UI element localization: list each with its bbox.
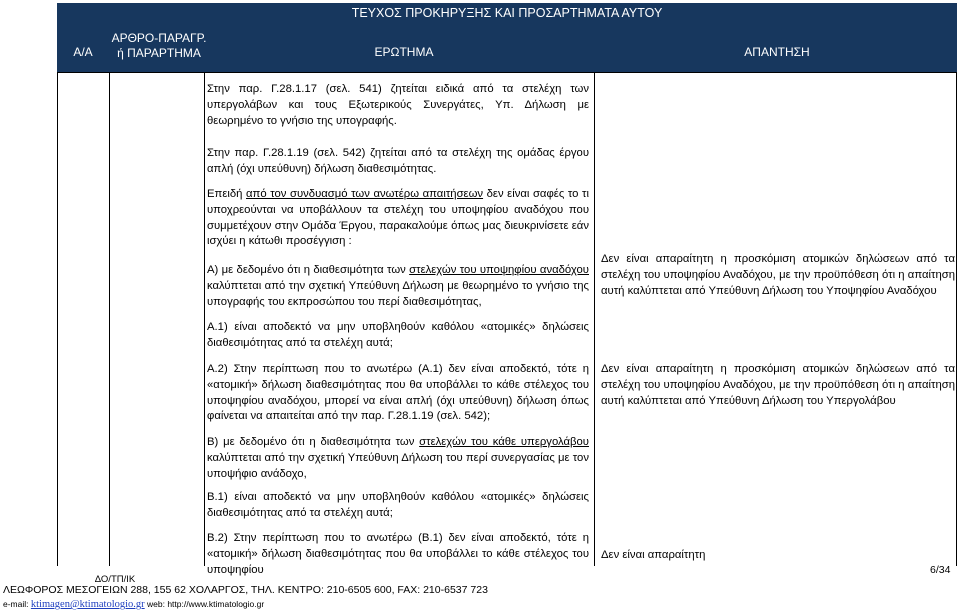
underlined-text: από τον συνδυασμό των ανωτέρω απαιτήσεων <box>246 188 484 200</box>
text-run: δεν είναι σαφές το τι υποχρεούνται να υποβάλλουν τα στελέχη του υποψηφίου αναδόχου που συμμετέχουν στην Ομάδα Έργου, παρακαλούμε όπως μας διευκρινίσετε εάν ισχύει η κάτωθι προσέγγιση : <box>207 188 589 248</box>
page-number: 6/34 <box>930 564 951 576</box>
question-paragraph: Β.1) είναι αποδεκτό να μην υποβληθούν καθόλου «ατομικές» δηλώσεις διαθεσιμότητας από τα στελέχη αυτά; <box>207 491 589 519</box>
question-paragraph: Α.2) Στην περίπτωση που το ανωτέρω (Α.1) δεν είναι αποδεκτό, τότε η «ατομική» δήλωση διαθεσιμότητας που θα υποβάλλει το κάθε στέλεχος του υποψηφίου αναδόχου, μπορεί να είναι απλή (όχι υπεύθυνη) δήλωση όπως φαίνεται να απαιτείται από την παρ. Γ.28.1.19 (σελ. 542); <box>207 363 589 423</box>
footer-department: ΔΟ/ΤΠ/ΙΚ <box>94 574 136 585</box>
email-label: e-mail: <box>3 599 31 609</box>
question-paragraph <box>207 435 589 482</box>
question-paragraph <box>207 263 589 310</box>
web-address[interactable]: web: http://www.ktimatologio.gr <box>144 599 265 609</box>
answer-paragraph: Δεν είναι απαραίτητη η προσκόμιση ατομικών δηλώσεων από τα στελέχη του υποψηφίου Αναδόχου, με την προϋπόθεση ότι η απαίτηση αυτή καλύπτεται από Υπεύθυνη Δήλωση του Υποψηφίου Αναδόχου <box>601 253 955 297</box>
table-divider <box>109 72 110 566</box>
footer-contact <box>3 599 264 610</box>
underlined-text: στελεχών του υποψηφίου αναδόχου <box>409 264 589 276</box>
answer-paragraph: Δεν είναι απαραίτητη <box>601 549 706 561</box>
question-paragraph: Στην παρ. Γ.28.1.17 (σελ. 541) ζητείται ειδικά από τα στελέχη των υπεργολάβων και τους Εξωτερικούς Συνεργάτες, Υπ. Δήλωση με θεωρημένο το γνήσιο της υπογραφής. <box>207 83 589 127</box>
question-paragraph: Α.1) είναι αποδεκτό να μην υποβληθούν καθόλου «ατομικές» δηλώσεις διαθεσιμότητας από τα στελέχη αυτά; <box>207 321 589 349</box>
table-divider <box>204 72 205 566</box>
text-run: Α) με δεδομένο ότι η διαθεσιμότητα των <box>207 264 410 276</box>
column-header-article: ΑΡΘΡΟ-ΠΑΡΑΓΡ. ή ΠΑΡΑΡΤΗΜΑ <box>111 31 207 60</box>
column-header-answer: ΑΠΑΝΤΗΣΗ <box>744 45 810 59</box>
text-run: Επειδή <box>207 188 247 200</box>
text-run: καλύπτεται από την σχετική Υπεύθυνη Δήλωση με θεωρημένο το γνήσιο της υπογραφής του εκπροσώπου του περί διαθεσιμότητας, <box>207 279 589 308</box>
question-paragraph: Β.2) Στην περίπτωση που το ανωτέρω (Β.1) δεν είναι αποδεκτό, τότε η «ατομική» δήλωση διαθεσιμότητας που θα υποβάλλει το κάθε στέλεχος του υποψηφίου <box>207 532 589 576</box>
footer-address: ΛΕΩΦΟΡΟΣ ΜΕΣΟΓΕΙΩΝ 288, 155 62 ΧΟΛΑΡΓΟΣ, ΤΗΛ. ΚΕΝΤΡΟ: 210-6505 600, FAX: 210-6537 723 <box>3 584 488 596</box>
question-paragraph: Στην παρ. Γ.28.1.19 (σελ. 542) ζητείται από τα στελέχη της ομάδας έργου απλή (όχι υπεύθυνη) δήλωση διαθεσιμότητας. <box>207 147 589 175</box>
text-run: Β) με δεδομένο ότι η διαθεσιμότητα των <box>207 436 420 448</box>
question-paragraph <box>207 187 589 250</box>
table-rule <box>57 72 957 73</box>
underlined-text: στελεχών του κάθε υπεργολάβου <box>419 436 589 448</box>
answer-paragraph: Δεν είναι απαραίτητη η προσκόμιση ατομικών δηλώσεων από τα στελέχη του υποψηφίου Αναδόχου, με την προϋπόθεση ότι η απαίτηση αυτή καλύπτεται από Υπεύθυνη Δήλωση του Υπεργολάβου <box>601 363 955 407</box>
column-header-question: ΕΡΩΤΗΜΑ <box>374 45 434 59</box>
table-border-left <box>57 72 58 566</box>
column-header-aa: Α/Α <box>73 45 93 59</box>
document-title: ΤΕΥΧΟΣ ΠΡΟΚΗΡΥΞΗΣ ΚΑΙ ΠΡΟΣΑΡΤΗΜΑΤΑ ΑΥΤΟΥ <box>351 6 663 20</box>
table-divider <box>594 72 595 566</box>
table-header <box>57 3 957 72</box>
text-run: καλύπτεται από την σχετική Υπεύθυνη Δήλωση του περί συνεργασίας με τον υποψήφιο ανάδοχο, <box>207 451 589 480</box>
table-border-right <box>956 72 957 566</box>
email-link[interactable]: ktimagen@ktimatologio.gr <box>30 599 145 610</box>
